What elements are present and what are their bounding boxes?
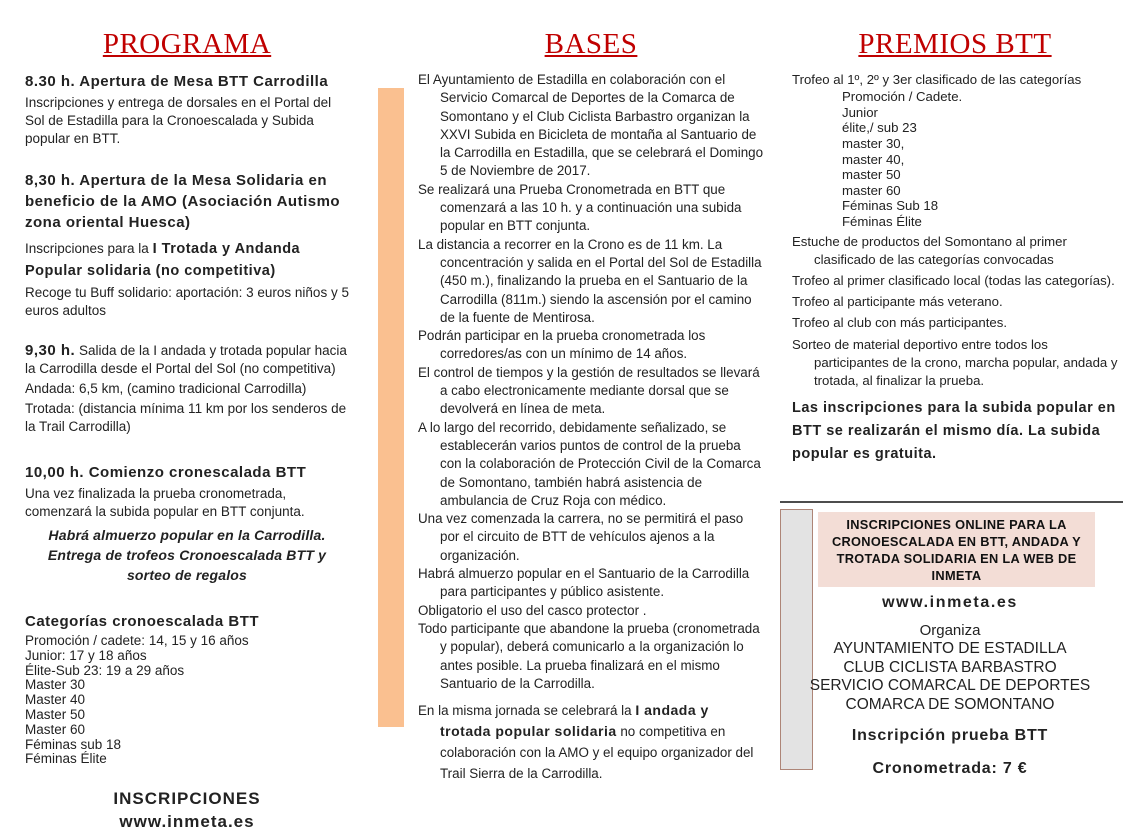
premio-category: élite,/ sub 23: [842, 120, 917, 136]
premio-category: Junior: [842, 104, 878, 120]
orange-divider-bar: [378, 88, 404, 727]
bases-paragraph: Habrá almuerzo popular en el Santuario de la Carrodilla para participantes y público asistente.: [418, 566, 750, 600]
programa-title: PROGRAMA: [102, 28, 272, 60]
premios-column: [792, 28, 1118, 466]
bases-paragraph: Obligatorio el uso del casco protector .: [418, 602, 647, 618]
premio-item: Trofeo al club con más participantes.: [792, 315, 1008, 331]
bases-paragraph: Podrán participar en la prueba cronometrada los corredores/as con un mínimo de 14 años.: [418, 328, 706, 362]
programa-section1-heading: 8.30 h. Apertura de Mesa BTT Carrodilla: [25, 73, 329, 90]
price-label: Cronometrada: 7 €: [872, 760, 1028, 777]
subida-popular-note: Las inscripciones para la subida popular en BTT se realizarán el mismo día. La subida popular es gratuita.: [792, 400, 1116, 463]
bases-last-paragraph: [418, 700, 764, 784]
organizer-name: AYUNTAMIENTO DE ESTADILLA: [833, 640, 1067, 657]
inscripciones-label: INSCRIPCIONES: [113, 789, 261, 809]
programa-section2-heading: 8,30 h. Apertura de la Mesa Solidaria en beneficio de la AMO (Asociación Autismo zona oriental Huesca): [25, 172, 341, 231]
categoria-item: Master 40: [25, 692, 86, 708]
programa-section2-intro: [25, 238, 349, 282]
inscripcion-prueba-heading: Inscripción prueba BTT: [851, 727, 1049, 744]
premio-category: master 30,: [842, 135, 905, 151]
categoria-item: Féminas sub 18: [25, 736, 122, 752]
section3-text: Salida de la I andada y trotada popular hacia la Carrodilla desde el Portal del Sol (no competitiva): [25, 343, 347, 376]
programa-column: [25, 28, 349, 833]
categoria-item: Junior: 17 y 18 años: [25, 647, 147, 663]
categoria-item: Master 30: [25, 677, 86, 693]
bases-paragraph: La distancia a recorrer en la Crono es de 11 km. La concentración y salida en el Portal del Sol de Estadilla (450 m.), finalizando la prueba en el Santuario de la Carrodilla (811m.) siendo la ascensión por el camino de la fuente de Mentirosa.: [418, 236, 762, 325]
programa-section3-line2: Andada: 6,5 km, (camino tradicional Carrodilla): [25, 381, 307, 396]
programa-section1-body: Inscripciones y entrega de dorsales en el Portal del Sol de Estadilla para la Cronoescalada y Subida popular en BTT.: [25, 95, 332, 146]
premio-category: master 50: [842, 167, 901, 183]
categoria-item: Promoción / cadete: 14, 15 y 16 años: [25, 633, 249, 648]
bases-paragraph: El control de tiempos y la gestión de resultados se llevará a cabo electronicamente mediante dorsal que se devolverá en línea de meta.: [418, 364, 760, 417]
organiza-label: Organiza: [919, 622, 981, 639]
bases-paragraph: A lo largo del recorrido, debidamente señalizado, se establecerán varios puntos de control de la prueba con la colaboración de Protección Civil de la Comarca de Somontano, también habrá asistencia de ambulancia de Cruz Roja con médico.: [418, 419, 761, 508]
premios-intro: Trofeo al 1º, 2º y 3er clasificado de las categorías: [792, 72, 1082, 87]
premios-category-list: [792, 89, 1118, 229]
categoria-item: Master 60: [25, 721, 86, 737]
horizontal-divider-line: [780, 501, 1123, 503]
categoria-item: Élite-Sub 23: 19 a 29 años: [25, 662, 185, 678]
premio-category: master 40,: [842, 151, 905, 167]
programa-section4-body: Una vez finalizada la prueba cronometrada, comenzará la subida popular en BTT conjunta.: [25, 486, 305, 519]
website-url: www.inmeta.es: [882, 594, 1018, 611]
premio-item: Sorteo de material deportivo entre todos los participantes de la crono, marcha popular, andada y trotada, al finalizar la prueba.: [792, 336, 1118, 388]
premios-title: PREMIOS BTT: [858, 28, 1052, 60]
bases-paragraph: Una vez comenzada la carrera, no se permitirá el paso por el circuito de BTT de vehículos ajenos a la organización.: [418, 511, 744, 563]
premio-item: Trofeo al participante más veterano.: [792, 294, 1003, 310]
last-regular-text-2: no competitiva en colaboración con la AMO y el equipo organizador del Trail Sierra de la Carrodilla.: [440, 724, 754, 782]
premio-item: Estuche de productos del Somontano al primer clasificado de las categorías convocadas: [792, 233, 1067, 267]
programa-footer: [25, 787, 349, 833]
premio-category: master 60: [842, 182, 901, 198]
premio-item: Trofeo al primer clasificado local (todas las categorías).: [792, 272, 1115, 288]
bases-column: [418, 28, 764, 784]
intro-regular-text: Inscripciones para la: [25, 241, 153, 256]
online-registration-text: INSCRIPCIONES ONLINE PARA LA CRONOESCALADA EN BTT, ANDADA Y TROTADA SOLIDARIA EN LA WEB DE INMETA: [831, 516, 1082, 583]
premio-category: Féminas Sub 18: [842, 198, 939, 214]
organizer-name: CLUB CICLISTA BARBASTRO: [843, 658, 1057, 676]
last-regular-text-1: En la misma jornada se celebrará la: [418, 703, 636, 719]
almuerzo-note: Habrá almuerzo popular en la Carrodilla. Entrega de trofeos Cronoescalada BTT y sorteo de regalos: [47, 527, 327, 583]
website-url: www.inmeta.es: [119, 812, 255, 832]
categorias-heading: Categorías cronoescalada BTT: [25, 613, 260, 630]
categoria-item: Master 50: [25, 706, 86, 722]
bases-paragraph: Todo participante que abandone la prueba (cronometrada y popular), deberá comunicarlo a la organización lo antes posible. La prueba finalizará en el mismo Santuario de la Carrodilla.: [418, 620, 760, 691]
categoria-item: Féminas Élite: [25, 751, 107, 767]
premios-footer: [800, 594, 1100, 778]
time-label: 9,30 h.: [25, 342, 76, 359]
online-registration-box: [818, 512, 1095, 587]
premio-category: Féminas Élite: [842, 213, 922, 229]
programa-section3-line1: [25, 342, 349, 378]
bases-paragraph: El Ayuntamiento de Estadilla en colaboración con el Servicio Comarcal de Deportes de la Comarca de Somontano y el Club Ciclista Barbastro organizan la XXVI Subida en Bicicleta de montaña al Santuario de la Carrodilla en Estadilla, que se celebrará el Domingo 5 de Noviembre de 2017.: [418, 72, 764, 179]
last-bold-text: I andada y trotada popular solidaria: [440, 702, 709, 740]
intro-bold-text: I Trotada y Andanda Popular solidaria (no competitiva): [25, 241, 301, 279]
categorias-list: [25, 634, 349, 767]
programa-section2-body: Recoge tu Buff solidario: aportación: 3 euros niños y 5 euros adultos: [25, 285, 349, 318]
programa-section3-line3: Trotada: (distancia mínima 11 km por los senderos de la Trail Carrodilla): [25, 401, 347, 434]
premio-category: Promoción / Cadete.: [842, 89, 963, 105]
bases-paragraph: Se realizará una Prueba Cronometrada en BTT que comenzará a las 10 h. y a continuación una subida popular en BTT conjunta.: [418, 181, 742, 234]
programa-section4-heading: 10,00 h. Comienzo cronescalada BTT: [25, 464, 307, 481]
organizer-name: SERVICIO COMARCAL DE DEPORTES: [809, 677, 1091, 694]
organizer-name: COMARCA DE SOMONTANO: [845, 695, 1055, 713]
bases-title: BASES: [544, 28, 638, 60]
